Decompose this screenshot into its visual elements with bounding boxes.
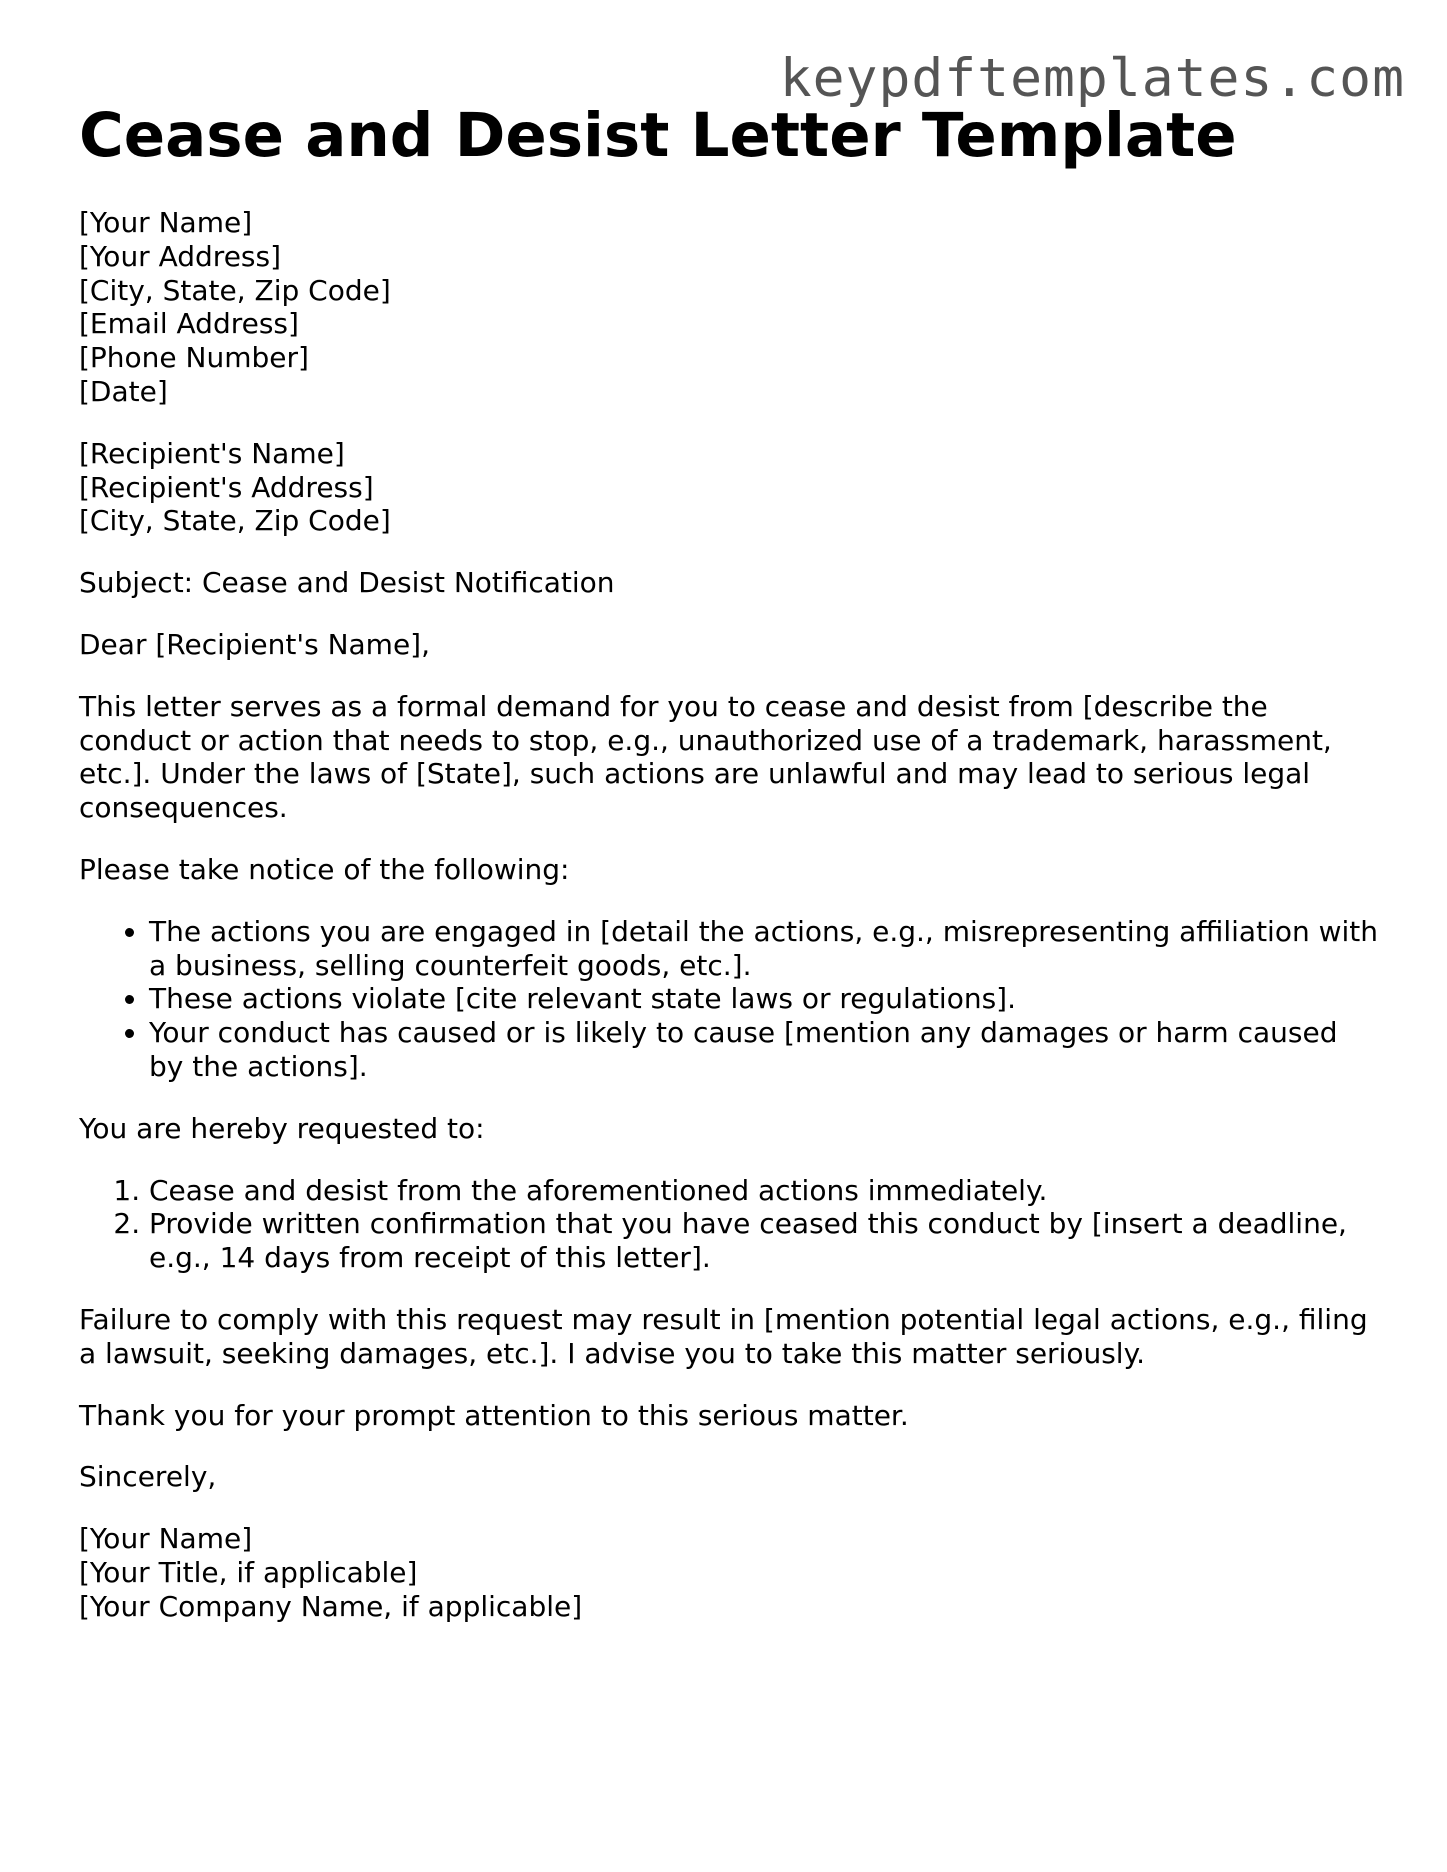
- recipient-block: [79, 437, 1379, 538]
- request-heading: You are hereby requested to:: [79, 1111, 485, 1145]
- document-title: Cease and Desist Letter Template: [79, 100, 1237, 171]
- sender-address: [Your Address]: [79, 239, 282, 273]
- closing: Sincerely,: [79, 1460, 217, 1494]
- thanks-paragraph: Thank you for your prompt attention to this serious matter.: [79, 1398, 909, 1432]
- recipient-address: [Recipient's Address]: [79, 470, 374, 504]
- sender-phone: [Phone Number]: [79, 341, 309, 375]
- notice-heading: Please take notice of the following:: [79, 852, 570, 886]
- list-item: 1. Cease and desist from the aforementioned actions immediately.: [149, 1174, 1379, 1208]
- request-list: [79, 1174, 1379, 1275]
- signature-name: [Your Name]: [79, 1522, 253, 1556]
- sender-date: [Date]: [79, 374, 168, 408]
- list-item: • Your conduct has caused or is likely to cause [mention any damages or harm caused by the actions].: [149, 1016, 1379, 1084]
- sender-block: [79, 206, 1379, 409]
- list-item: • The actions you are engaged in [detail the actions, e.g., misrepresenting affiliation with a business, selling counterfeit goods, etc.].: [149, 915, 1379, 983]
- failure-paragraph: Failure to comply with this request may result in [mention potential legal actions, e.g., filing a lawsuit, seeking damages, etc.]. I advise you to take this matter seriously.: [79, 1302, 1368, 1370]
- sender-email: [Email Address]: [79, 307, 299, 341]
- watermark-text: keypdftemplates.com: [779, 48, 1405, 109]
- recipient-city: [City, State, Zip Code]: [79, 504, 391, 538]
- sender-city: [City, State, Zip Code]: [79, 273, 391, 307]
- salutation: Dear [Recipient's Name],: [79, 627, 430, 661]
- sender-name: [Your Name]: [79, 206, 253, 239]
- recipient-name: [Recipient's Name]: [79, 436, 345, 470]
- signature-title: [Your Title, if applicable]: [79, 1555, 418, 1589]
- signature-company: [Your Company Name, if applicable]: [79, 1589, 583, 1623]
- list-item: 2. Provide written confirmation that you have ceased this conduct by [insert a deadline, e.g., 14 days from receipt of this letter].: [149, 1207, 1379, 1275]
- signature-block: [79, 1522, 1379, 1623]
- intro-paragraph: This letter serves as a formal demand for you to cease and desist from [describe the conduct or action that needs to stop, e.g., unauthorized use of a trademark, harassment, etc.]. Under the laws of [State], such actions are unlawful and may lead to serious legal consequences.: [79, 689, 1332, 825]
- subject-line: Subject: Cease and Desist Notification: [79, 566, 615, 600]
- letter-body: [79, 206, 1379, 1652]
- list-item: • These actions violate [cite relevant state laws or regulations].: [149, 982, 1379, 1016]
- notice-list: [79, 915, 1379, 1084]
